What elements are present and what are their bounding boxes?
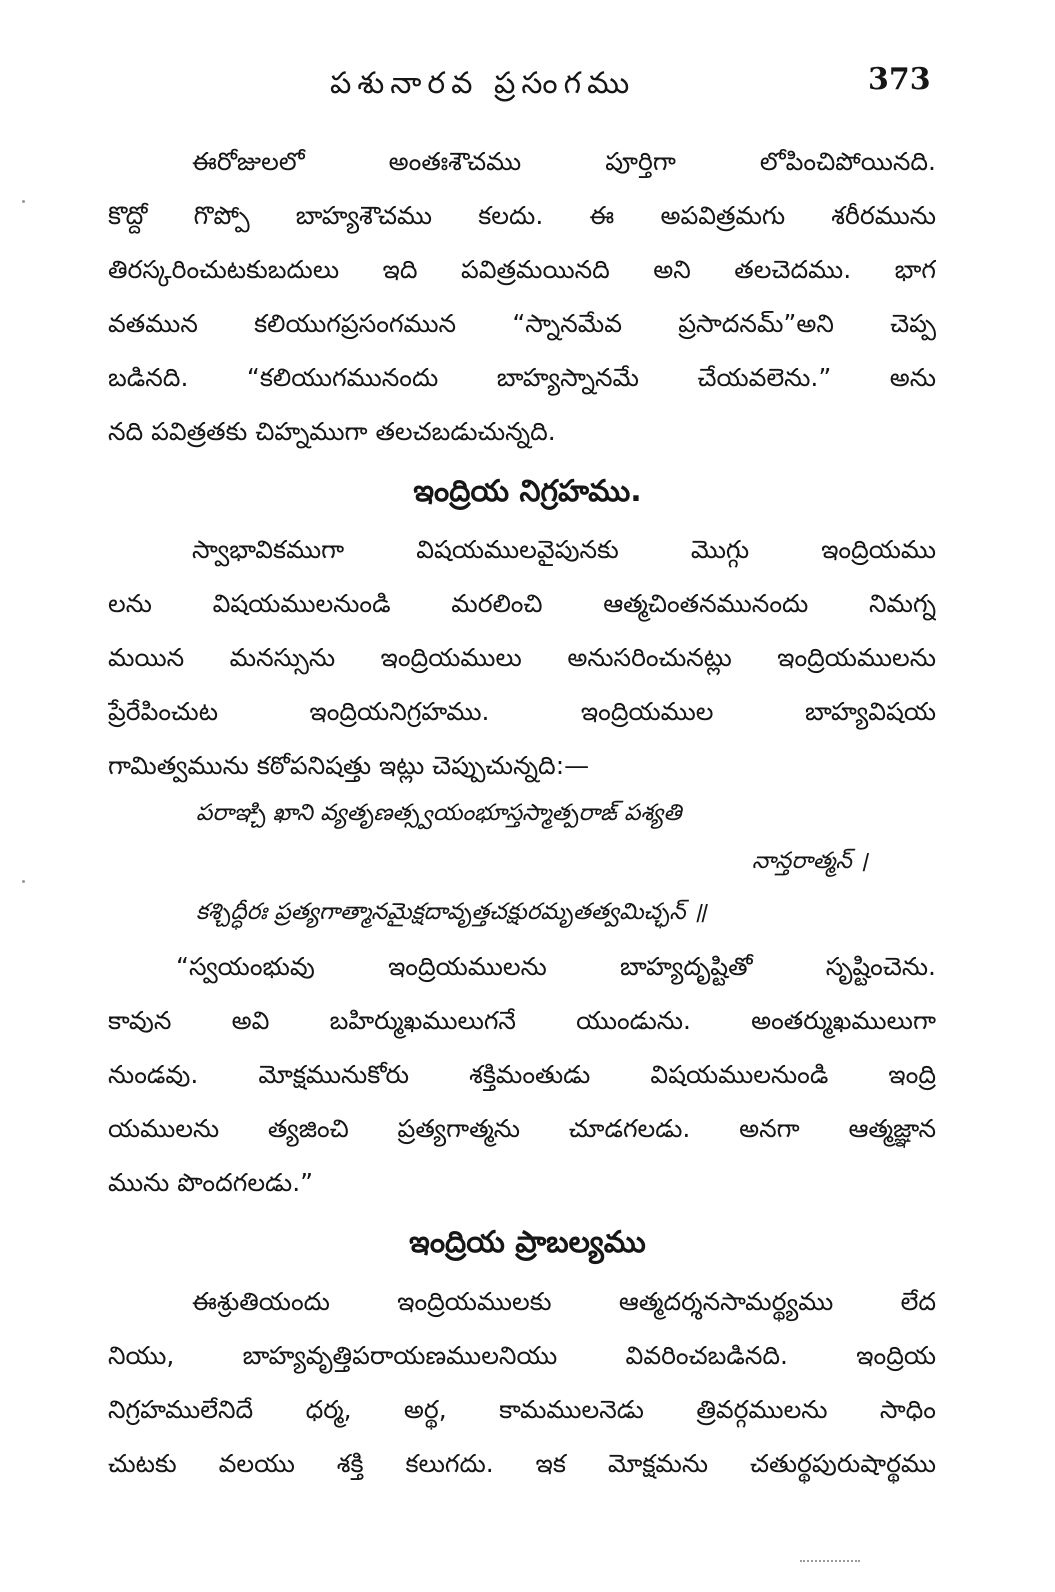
paragraph-line: బడినది. “కలియుగమునందు బాహ్యస్నానమే చేయవలెను.” అను [108,363,936,392]
scan-speck [22,880,25,883]
paragraph-line: కొద్దో గొప్పో బాహ్యశౌచము కలదు. ఈ అపవిత్రమగు శరీరమును [108,201,936,230]
paragraph-line: ప్రేరేపించుట ఇంద్రియనిగ్రహము. ఇంద్రియముల బాహ్యవిషయ [108,697,936,726]
translation-line: యములను త్యజించి ప్రత్యగాత్మను చూడగలడు. అనగా ఆత్మజ్ఞాన [108,1114,936,1143]
paragraph-line: లను విషయములనుండి మరలించి ఆత్మచింతనమునందు నిమగ్న [108,589,936,618]
paragraph-line: తిరస్కరించుటకుబదులు ఇది పవిత్రమయినది అని తలచెదము. భాగ [108,255,936,284]
paragraph-line: మయిన మనస్సును ఇంద్రియములు అనుసరించునట్లు ఇంద్రియములను [108,643,936,672]
scan-speck [800,1560,860,1568]
paragraph-line: నియు, బాహ్యవృత్తిపరాయణములనియు వివరించబడినది. ఇంద్రియ [108,1341,936,1370]
paragraph-line: స్వాభావికముగా విషయములవైపునకు మొగ్గు ఇంద్రియము [192,535,936,564]
paragraph-line: చుటకు వలయు శక్తి కలుగదు. ఇక మోక్షమను చతుర్థపురుషార్థము [108,1449,936,1478]
page-number: 373 [868,62,931,97]
verse-line: నాన్తరాత్మన్ । [752,848,868,874]
translation-line: కావున అవి బహిర్ముఖములుగనే యుండును. అంతర్ముఖములుగా [108,1006,936,1035]
translation-line: “స్వయంభువు ఇంద్రియములను బాహ్యదృష్టితో సృష్టించెను. [176,952,936,981]
translation-line: మును పొందగలడు.” [108,1168,314,1197]
running-title: పశునారవ ప్రసంగము [330,66,636,101]
verse-line: పరాఞ్చి ఖాని వ్యతృణత్స్వయంభూస్తస్మాత్పరాఙ్ పశ్యతి [196,800,682,826]
paragraph-line: నది పవిత్రతకు చిహ్నముగా తలచబడుచున్నది. [108,417,556,446]
section-heading: ఇంద్రియ నిగ్రహము. [413,474,642,509]
paragraph-line: ఈశ్రుతియందు ఇంద్రియములకు ఆత్మదర్శనసామర్థ్యము లేద [192,1287,936,1316]
paragraph-line: ఈరోజులలో అంతఃశౌచము పూర్తిగా లోపించిపోయినది. [192,147,936,176]
section-heading: ఇంద్రియ ప్రాబల్యము [409,1225,646,1260]
verse-line: కశ్చిద్ధీరః ప్రత్యగాత్మానమైక్షదావృత్తచక్షురమృతత్వమిచ్ఛన్ ॥ [196,899,707,925]
translation-line: నుండవు. మోక్షమునుకోరు శక్తిమంతుడు విషయములనుండి ఇంద్రి [108,1060,936,1089]
paragraph-line: నిగ్రహములేనిదే ధర్మ, అర్థ, కామములనెడు త్రివర్గములను సాధిం [108,1395,936,1424]
scan-speck [22,200,25,203]
paragraph-line: వతమున కలియుగప్రసంగమున “స్నానమేవ ప్రసాదనమ్”అని చెప్ప [108,309,936,338]
paragraph-line: గామిత్వమును కఠోపనిషత్తు ఇట్లు చెప్పుచున్నది:— [108,751,590,780]
